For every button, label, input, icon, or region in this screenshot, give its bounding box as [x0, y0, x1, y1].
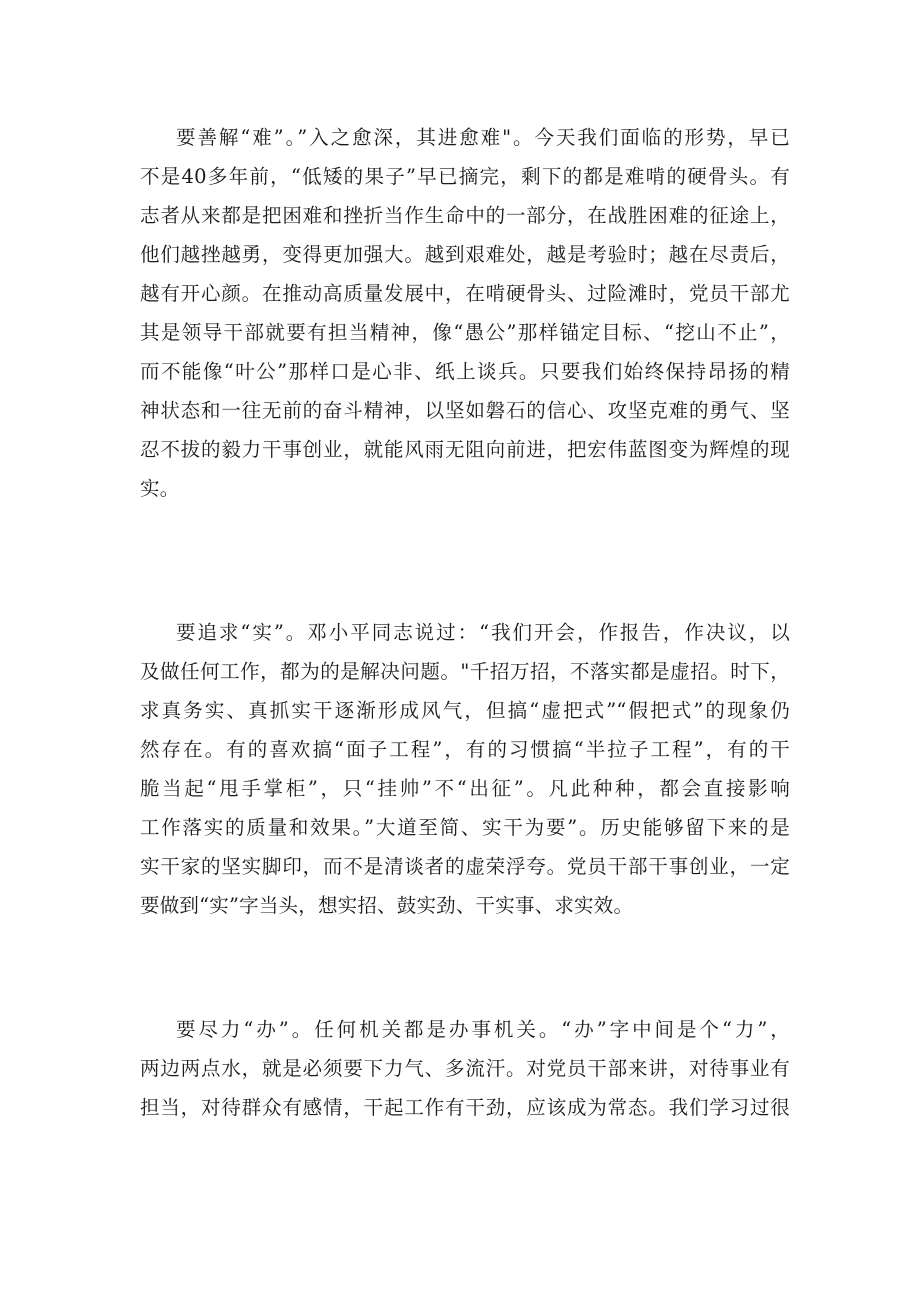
text-line: 忍不拔的毅力干事创业，就能风雨无阻向前进，把宏伟蓝图变为辉煌的现: [140, 438, 790, 461]
paragraph-practical: [140, 613, 790, 925]
text-line: 而不能像“叶公”那样口是心非、纸上谈兵。只要我们始终保持昂扬的精: [140, 360, 790, 383]
text-line: 两边两点水，就是必须要下力气、多流汗。对党员干部来讲，对待事业有: [140, 1057, 790, 1080]
paragraph-effort: [140, 1010, 790, 1127]
text-line: 要追求“实”。邓小平同志说过：“我们开会，作报告，作决议，以: [176, 621, 790, 644]
text-line: 志者从来都是把困难和挫折当作生命中的一部分，在战胜困难的征途上，: [140, 204, 790, 227]
text-line: 然存在。有的喜欢搞“面子工程”，有的习惯搞“半拉子工程”，有的干: [140, 738, 790, 761]
text-line: 越有开心颜。在推动高质量发展中，在啃硬骨头、过险滩时，党员干部尤: [140, 282, 790, 305]
text-line: 要做到“实”字当头，想实招、鼓实劲、干实事、求实效。: [140, 894, 634, 917]
paragraph-difficulty: [140, 118, 790, 508]
text-line: 求真务实、真抓实干逐渐形成风气，但搞“虚把式”“假把式”的现象仍: [140, 699, 790, 722]
text-line: 要尽力“办”。任何机关都是办事机关。“办”字中间是个“力”，: [176, 1018, 790, 1041]
text-line: 工作落实的质量和效果。”大道至简、实干为要”。历史能够留下来的是: [140, 816, 790, 839]
text-line: 实干家的坚实脚印，而不是清谈者的虚荣浮夸。党员干部干事创业，一定: [140, 855, 790, 878]
text-line: 实。: [140, 477, 180, 500]
text-line: 神状态和一往无前的奋斗精神，以坚如磐石的信心、攻坚克难的勇气、坚: [140, 399, 790, 422]
text-line: 他们越挫越勇，变得更加强大。越到艰难处，越是考验时；越在尽责后，: [140, 243, 790, 266]
text-line: 不是40多年前，“低矮的果子”早已摘完，剩下的都是难啃的硬骨头。有: [140, 165, 790, 188]
text-line: 担当，对待群众有感情，干起工作有干劲，应该成为常态。我们学习过很: [140, 1096, 790, 1119]
text-line: 要善解“难”。”入之愈深，其进愈难"。今天我们面临的形势，早已: [176, 126, 790, 149]
text-line: 及做任何工作，都为的是解决问题。"千招万招，不落实都是虚招。时下，: [140, 660, 790, 683]
text-line: 脆当起“甩手掌柜”，只“挂帅”不“出征”。凡此种种，都会直接影响: [140, 777, 790, 800]
text-line: 其是领导干部就要有担当精神，像“愚公”那样锚定目标、“挖山不止”，: [140, 321, 790, 344]
